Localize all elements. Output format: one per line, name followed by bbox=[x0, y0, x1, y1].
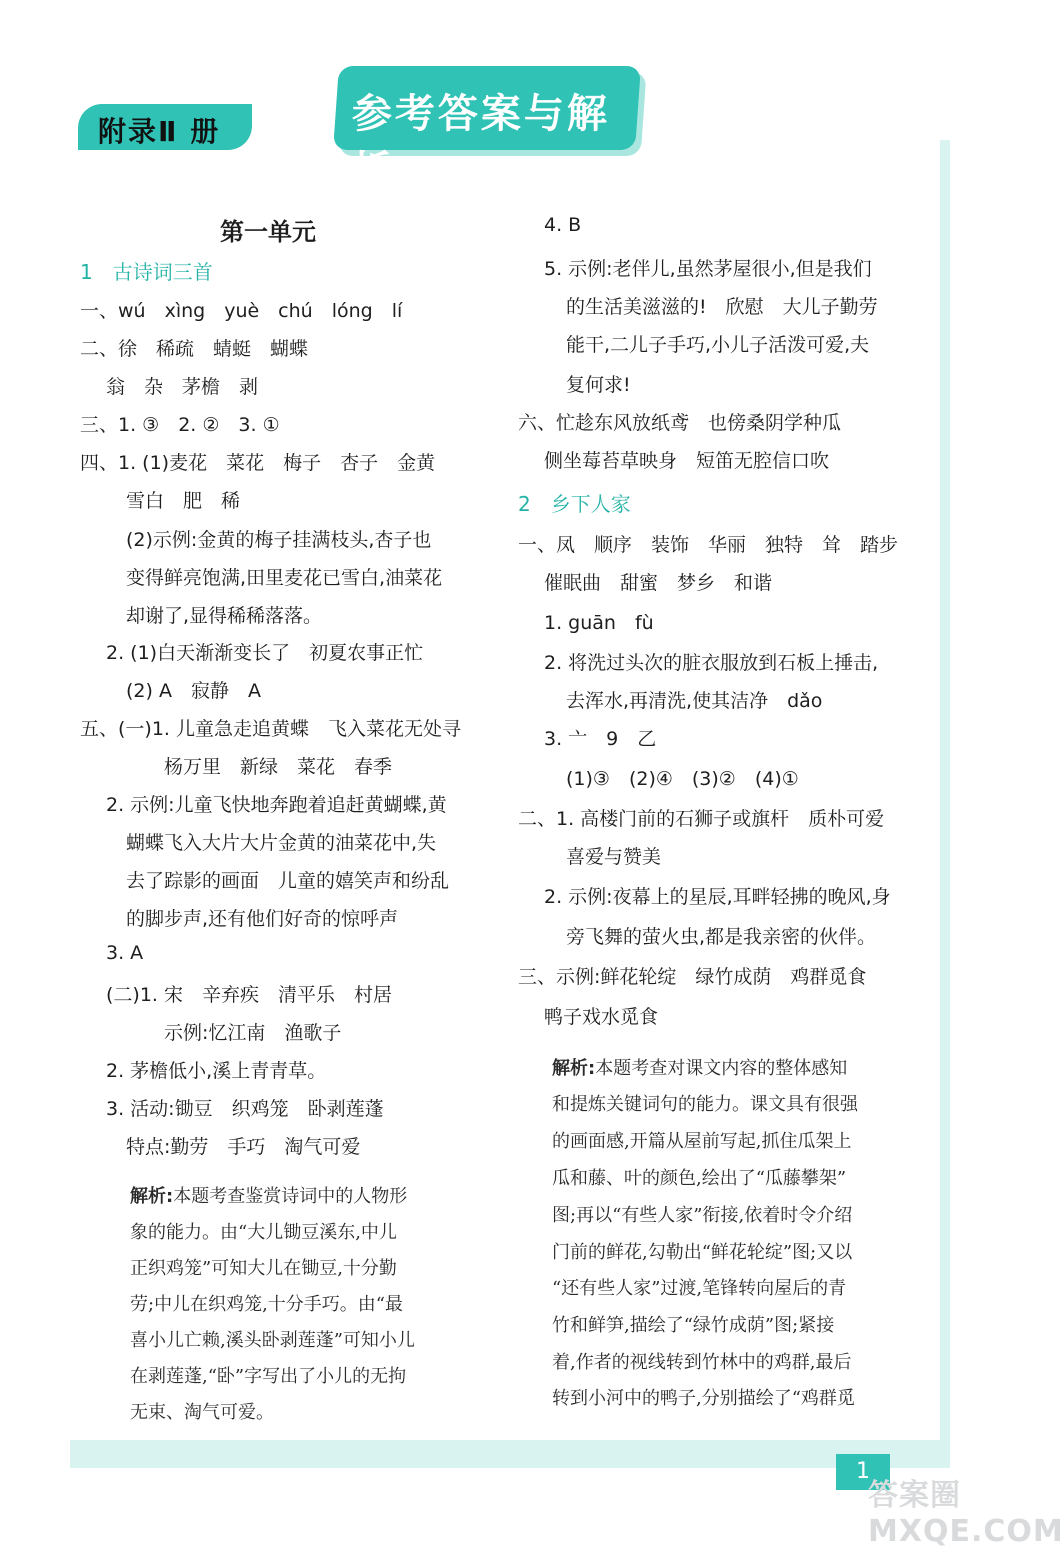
answer-line: 鸭子戏水觅食 bbox=[544, 1006, 659, 1028]
answer-line: 雪白 肥 稀 bbox=[126, 490, 241, 512]
answer-line: 一、wú xìng yuè chú lóng lí bbox=[80, 300, 403, 322]
page-title: 参考答案与解析 bbox=[351, 91, 610, 194]
analysis-line: “还有些人家”过渡,笔锋转向屋后的青 bbox=[552, 1278, 847, 1299]
unit-title: 第一单元 bbox=[220, 218, 316, 246]
answer-line: 去浑水,再清洗,使其洁净 dǎo bbox=[566, 690, 823, 712]
appendix-tag-text: 附录Ⅱ 册 bbox=[98, 115, 221, 148]
section-heading-1: 1 古诗词三首 bbox=[80, 260, 213, 284]
analysis-line: 正织鸡笼”可知大儿在锄豆,十分勤 bbox=[130, 1258, 397, 1279]
answer-line: (1)③ (2)④ (3)② (4)① bbox=[566, 768, 799, 790]
answer-line: 四、1. (1)麦花 菜花 梅子 杏子 金黄 bbox=[80, 452, 436, 474]
answer-line: 蝴蝶飞入大片大片金黄的油菜花中,失 bbox=[126, 832, 437, 854]
page-frame-right bbox=[940, 140, 950, 1440]
analysis-line: 在剥莲蓬,“卧”字写出了小儿的无拘 bbox=[130, 1366, 407, 1387]
answer-line: 变得鲜亮饱满,田里麦花已雪白,油菜花 bbox=[126, 567, 443, 589]
answer-line: 三、示例:鲜花轮绽 绿竹成荫 鸡群觅食 bbox=[518, 966, 867, 988]
analysis-line: 门前的鲜花,勾勒出“鲜花轮绽”图;又以 bbox=[552, 1242, 853, 1263]
answer-line: 2. 示例:儿童飞快地奔跑着追赶黄蝴蝶,黄 bbox=[106, 794, 447, 816]
page-number: 1 bbox=[836, 1454, 890, 1490]
answer-line: 的脚步声,还有他们好奇的惊呼声 bbox=[126, 908, 399, 930]
answer-line: 的生活美滋滋的! 欣慰 大儿子勤劳 bbox=[566, 296, 878, 318]
answer-line: 杨万里 新绿 菜花 春季 bbox=[164, 756, 393, 778]
answer-line: 能干,二儿子手巧,小儿子活泼可爱,夫 bbox=[566, 334, 870, 356]
title-banner bbox=[333, 66, 641, 194]
analysis-line: 瓜和藤、叶的颜色,绘出了“瓜藤攀架” bbox=[552, 1168, 847, 1189]
analysis-line: 和提炼关键词句的能力。课文具有很强 bbox=[552, 1094, 858, 1115]
answer-line: 4. B bbox=[544, 214, 582, 236]
answer-line: 催眠曲 甜蜜 梦乡 和谐 bbox=[544, 572, 773, 594]
answer-line: 3. 活动:锄豆 织鸡笼 卧剥莲蓬 bbox=[106, 1098, 384, 1120]
analysis-line: 竹和鲜笋,描绘了“绿竹成荫”图;紧接 bbox=[552, 1315, 835, 1336]
answer-line: (2)示例:金黄的梅子挂满枝头,杏子也 bbox=[126, 529, 432, 551]
answer-line: 二、徐 稀疏 蜻蜓 蝴蝶 bbox=[80, 338, 309, 360]
analysis-text: 本题考查鉴赏诗词中的人物形 bbox=[173, 1186, 408, 1207]
analysis-line: 无束、淘气可爱。 bbox=[130, 1402, 274, 1423]
answer-line: 一、凤 顺序 装饰 华丽 独特 耸 踏步 bbox=[518, 534, 899, 556]
analysis-line bbox=[552, 1054, 847, 1080]
answer-line: 2. 将洗过头次的脏衣服放到石板上捶击, bbox=[544, 652, 879, 674]
answer-line: 侧坐莓苔草映身 短笛无腔信口吹 bbox=[544, 450, 830, 472]
answer-line: 2. 示例:夜幕上的星辰,耳畔轻拂的晚风,身 bbox=[544, 886, 891, 908]
watermark: 答案圈 MXQE.COM bbox=[868, 1478, 1064, 1549]
answer-line: 2. 茅檐低小,溪上青青草。 bbox=[106, 1060, 327, 1082]
answer-line: 五、(一)1. 儿童急走追黄蝶 飞入菜花无处寻 bbox=[80, 718, 461, 740]
analysis-line: 图;再以“有些人家”衔接,依着时令介绍 bbox=[552, 1205, 853, 1226]
answer-line: 却谢了,显得稀稀落落。 bbox=[126, 605, 323, 627]
analysis-line: 的画面感,开篇从屋前写起,抓住瓜架上 bbox=[552, 1131, 852, 1152]
analysis-line: 喜小儿亡赖,溪头卧剥莲蓬”可知小儿 bbox=[130, 1330, 415, 1351]
page-frame-bottom bbox=[70, 1440, 950, 1468]
answer-line: 5. 示例:老伴儿,虽然茅屋很小,但是我们 bbox=[544, 258, 872, 280]
answer-line: 喜爱与赞美 bbox=[566, 846, 662, 868]
analysis-line: 着,作者的视线转到竹林中的鸡群,最后 bbox=[552, 1352, 852, 1373]
appendix-tag bbox=[78, 104, 252, 150]
answer-line: 六、忙趁东风放纸鸢 也傍桑阴学种瓜 bbox=[518, 412, 842, 434]
answer-line: (二)1. 宋 辛弃疾 清平乐 村居 bbox=[106, 984, 392, 1006]
section-heading-2: 2 乡下人家 bbox=[518, 492, 631, 516]
analysis-label: 解析: bbox=[552, 1058, 596, 1079]
answer-line: (2) A 寂静 A bbox=[126, 680, 261, 702]
answer-line: 特点:勤劳 手巧 淘气可爱 bbox=[126, 1136, 361, 1158]
answer-line: 三、1. ③ 2. ② 3. ① bbox=[80, 414, 280, 436]
answer-line: 1. guān fù bbox=[544, 612, 654, 634]
answer-line: 二、1. 高楼门前的石狮子或旗杆 质朴可爱 bbox=[518, 808, 885, 830]
analysis-line: 劳;中儿在织鸡笼,十分手巧。由“最 bbox=[130, 1294, 403, 1315]
analysis-line bbox=[130, 1182, 407, 1208]
answer-line: 旁飞舞的萤火虫,都是我亲密的伙伴。 bbox=[566, 926, 877, 948]
analysis-line: 转到小河中的鸭子,分别描绘了“鸡群觅 bbox=[552, 1388, 855, 1409]
analysis-text: 本题考查对课文内容的整体感知 bbox=[595, 1058, 848, 1079]
answer-line: 翁 杂 茅檐 剥 bbox=[106, 376, 259, 398]
answer-line: 复何求! bbox=[566, 374, 631, 396]
analysis-label: 解析: bbox=[130, 1186, 174, 1207]
analysis-line: 象的能力。由“大儿锄豆溪东,中儿 bbox=[130, 1222, 397, 1243]
answer-line: 3. A bbox=[106, 942, 144, 964]
answer-line: 示例:忆江南 渔歌子 bbox=[164, 1022, 342, 1044]
answer-line: 去了踪影的画面 儿童的嬉笑声和纷乱 bbox=[126, 870, 450, 892]
answer-line: 2. (1)白天渐渐变长了 初夏农事正忙 bbox=[106, 642, 424, 664]
answer-line: 3. 亠 9 乙 bbox=[544, 728, 657, 750]
